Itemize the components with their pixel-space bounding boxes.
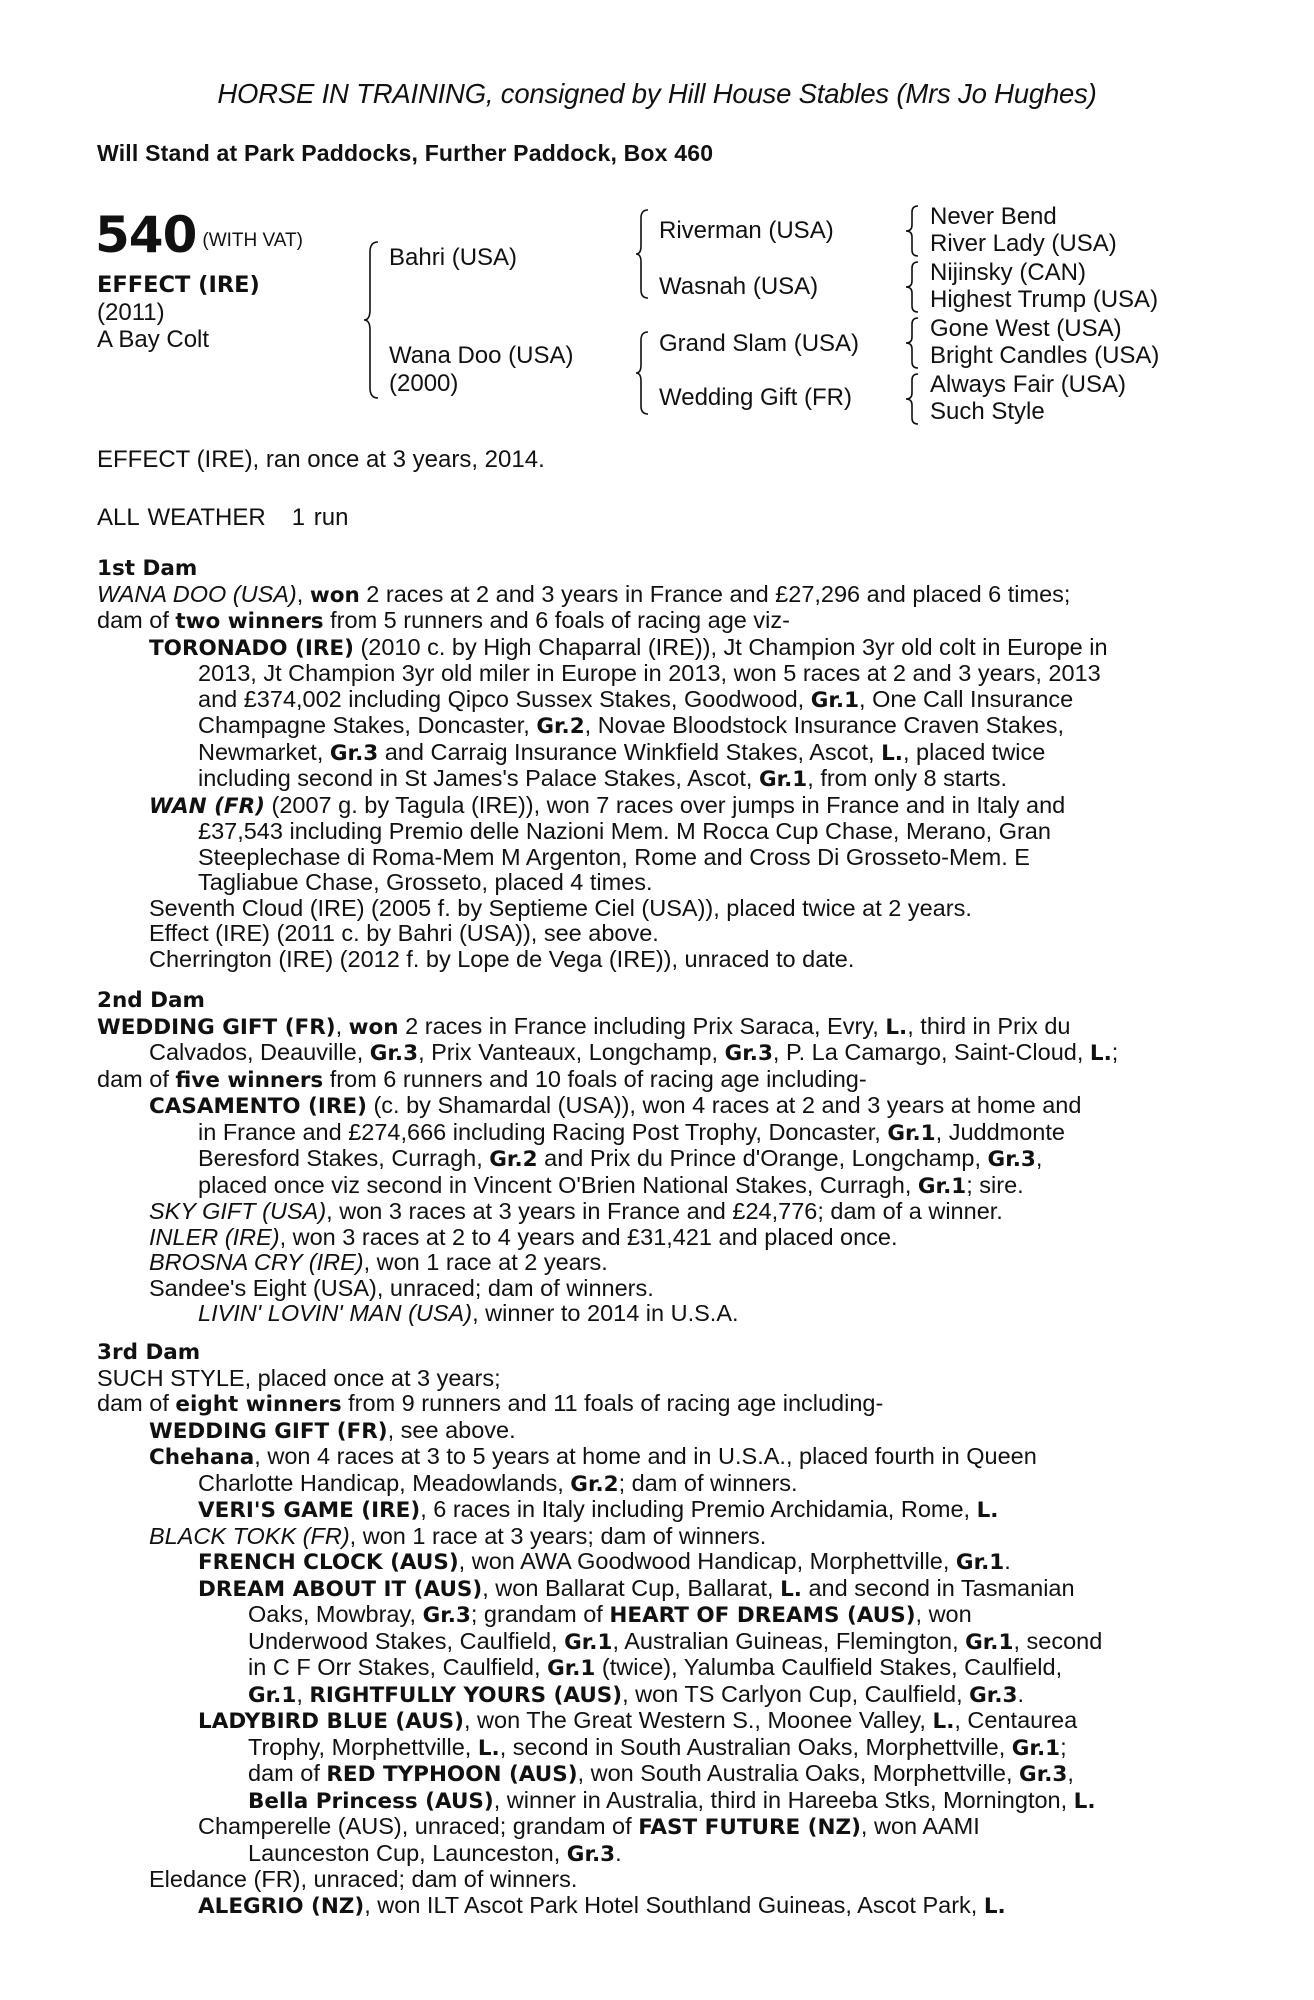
horse-description: A Bay Colt [97,326,210,353]
produce-entry-cont: 2013, Jt Champion 3yr old miler in Europe in 2013, won 5 races at 2 and 3 years, 2013 [198,660,1101,686]
produce-entry-cont: Champagne Stakes, Doncaster, Gr.2, Novae Bloodstock Insurance Craven Stakes, [198,712,1065,739]
second-dam-section [97,988,1207,1327]
racing-summary: EFFECT (IRE), ran once at 3 years, 2014. [97,446,545,473]
produce-entry-cont: and £374,002 including Qipco Sussex Stakes, Goodwood, Gr.1, One Call Insurance [198,685,1074,713]
grandproduce-entry: Champerelle (AUS), unraced; grandam of FAST FUTURE (NZ), won AAMI [198,1813,980,1840]
produce-entry: Seventh Cloud (IRE) (2005 f. by Septieme Ciel (USA)), placed twice at 2 years. [149,894,972,921]
dam-produce-line: dam of five winners from 6 runners and 10 foals of racing age including- [97,1065,867,1093]
all-weather-record [97,504,348,532]
produce-entry: TORONADO (IRE) (2010 c. by High Chaparral (IRE)), Jt Champion 3yr old colt in Europe in [149,633,1108,661]
grandproduce-entry-cont: Oaks, Mowbray, Gr.3; grandam of HEART OF DREAMS (AUS), won [248,1601,972,1628]
produce-entry: WAN (FR) (2007 g. by Tagula (IRE)), won 7 races over jumps in France and in Italy and [149,791,1066,819]
produce-entry-cont: Newmarket, Gr.3 and Carraig Insurance Winkfield Stakes, Ascot, L., placed twice [198,738,1046,766]
stand-location: Will Stand at Park Paddocks, Further Paddock, Box 460 [97,140,714,166]
grandproduce-entry: LADYBIRD BLUE (AUS), won The Great Western S., Moonee Valley, L., Centaurea [198,1707,1078,1734]
pedigree-brace-main [362,240,380,400]
pedigree-gen3-2: River Lady (USA) [930,230,1117,257]
pedigree-brace-g3-4 [904,372,920,426]
horse-identity [97,272,260,353]
dam-line: WANA DOO (USA), won 2 races at 2 and 3 years in France and £27,296 and placed 6 times; [97,580,1071,608]
pedigree-brace-g3-3 [904,316,920,370]
produce-entry-cont: including second in St James's Palace Stakes, Ascot, Gr.1, from only 8 starts. [198,765,1008,792]
pedigree-brace-sire [634,208,650,300]
dam-line: SUCH STYLE, placed once at 3 years; [97,1364,501,1391]
grandproduce-entry: DREAM ABOUT IT (AUS), won Ballarat Cup, Ballarat, L. and second in Tasmanian [198,1574,1075,1602]
all-weather-label: ALL WEATHER [97,504,266,531]
pedigree-gen3-1: Never Bend [930,203,1057,230]
horse-name: EFFECT (IRE) [97,272,260,298]
dam-line-cont: Calvados, Deauville, Gr.3, Prix Vanteaux, Longchamp, Gr.3, P. La Camargo, Saint-Cloud, L.; [149,1039,1119,1066]
pedigree-gen3-6: Bright Candles (USA) [930,342,1160,369]
grandproduce-entry-cont: in C F Orr Stakes, Caulfield, Gr.1 (twice), Yalumba Caulfield Stakes, Caulfield, [248,1654,1063,1681]
pedigree-brace-dam [634,330,650,416]
grandproduce-entry: FRENCH CLOCK (AUS), won AWA Goodwood Handicap, Morphettville, Gr.1. [198,1548,1011,1575]
pedigree-gen3-5: Gone West (USA) [930,315,1122,342]
pedigree-gen3-4: Highest Trump (USA) [930,286,1159,313]
produce-entry-cont: Charlotte Handicap, Meadowlands, Gr.2; dam of winners. [198,1469,798,1497]
produce-entry: SKY GIFT (USA), won 3 races at 3 years in France and £24,776; dam of a winner. [149,1198,1003,1224]
pedigree-gen3-8: Such Style [930,398,1045,425]
produce-entry: CASAMENTO (IRE) (c. by Shamardal (USA)), won 4 races at 2 and 3 years at home and [149,1092,1082,1119]
grandproduce-entry-cont: Trophy, Morphettville, L., second in South Australian Oaks, Morphettville, Gr.1; [248,1733,1067,1761]
produce-entry-cont: £37,543 including Premio delle Nazioni Mem. M Rocca Cup Chase, Merano, Gran [198,818,1051,844]
pedigree-dam-year: (2000) [389,370,459,397]
dam-produce-line: dam of eight winners from 9 runners and 11 foals of racing age including- [97,1390,884,1417]
grandproduce-entry-cont: Bella Princess (AUS), winner in Australia, third in Hareeba Stks, Mornington, L. [248,1786,1096,1814]
vat-label: (WITH VAT) [202,230,303,251]
section-heading: 3rd Dam [97,1340,201,1365]
produce-entry: WEDDING GIFT (FR), see above. [149,1416,516,1444]
consignor-title: HORSE IN TRAINING, consigned by Hill House Stables (Mrs Jo Hughes) [217,78,1097,109]
produce-entry: BROSNA CRY (IRE), won 1 race at 2 years. [149,1249,608,1275]
pedigree-gen3-7: Always Fair (USA) [930,371,1127,398]
produce-entry: INLER (IRE), won 3 races at 2 to 4 years and £31,421 and placed once. [149,1223,898,1250]
pedigree-dam: Wana Doo (USA) [389,342,574,369]
pedigree-gen3-3: Nijinsky (CAN) [930,259,1086,286]
grandproduce-entry-cont: Gr.1, RIGHTFULLY YOURS (AUS), won TS Carlyon Cup, Caulfield, Gr.3. [248,1680,1024,1708]
pedigree-gen2-2: Wasnah (USA) [659,273,819,300]
dam-produce-line: dam of two winners from 5 runners and 6 foals of racing age viz- [97,607,790,634]
grandproduce-entry-cont: dam of RED TYPHOON (AUS), won South Australia Oaks, Morphettville, Gr.3, [248,1760,1074,1787]
produce-entry-cont: Beresford Stakes, Curragh, Gr.2 and Prix du Prince d'Orange, Longchamp, Gr.3, [198,1145,1043,1172]
section-heading: 1st Dam [97,556,198,581]
pedigree-gen2-1: Riverman (USA) [659,217,834,244]
grandproduce-entry-cont: Launceston Cup, Launceston, Gr.3. [248,1839,622,1867]
grandproduce-entry: VERI'S GAME (IRE), 6 races in Italy including Premio Archidamia, Rome, L. [198,1496,999,1523]
pedigree-sire: Bahri (USA) [389,244,518,271]
third-dam-section [97,1340,1207,1919]
horse-year: (2011) [97,299,165,326]
section-heading: 2nd Dam [97,988,205,1013]
produce-entry: Sandee's Eight (USA), unraced; dam of winners. [149,1274,654,1301]
first-dam-section [97,556,1207,972]
produce-entry: BLACK TOKK (FR), won 1 race at 3 years; dam of winners. [149,1522,767,1549]
produce-entry-cont: Steeplechase di Roma-Mem M Argenton, Rome and Cross Di Grosseto-Mem. E [198,843,1030,870]
grandproduce-entry: ALEGRIO (NZ), won ILT Ascot Park Hotel Southland Guineas, Ascot Park, L. [198,1891,1006,1919]
all-weather-value: 1 run [291,504,349,531]
produce-entry-cont: in France and £274,666 including Racing Post Trophy, Doncaster, Gr.1, Juddmonte [198,1118,1065,1146]
grandproduce-entry-cont: Underwood Stakes, Caulfield, Gr.1, Australian Guineas, Flemington, Gr.1, second [248,1627,1103,1655]
produce-entry: Effect (IRE) (2011 c. by Bahri (USA)), see above. [149,920,659,946]
pedigree-gen2-4: Wedding Gift (FR) [659,384,852,411]
pedigree-gen2-3: Grand Slam (USA) [659,330,860,357]
produce-entry: Cherrington (IRE) (2012 f. by Lope de Vega (IRE)), unraced to date. [149,945,855,972]
lot-number: 540 [95,206,197,264]
dam-line: WEDDING GIFT (FR), won 2 races in France including Prix Saraca, Evry, L., third in Prix du [97,1012,1071,1040]
produce-entry-cont: placed once viz second in Vincent O'Brien National Stakes, Curragh, Gr.1; sire. [198,1171,1024,1199]
lot-number-block [95,206,303,264]
grandproduce-entry: LIVIN' LOVIN' MAN (USA), winner to 2014 in U.S.A. [198,1300,739,1326]
produce-entry: Chehana, won 4 races at 3 to 5 years at home and in U.S.A., placed fourth in Queen [149,1443,1037,1470]
produce-entry: Eledance (FR), unraced; dam of winners. [149,1866,578,1892]
produce-entry-cont: Tagliabue Chase, Grosseto, placed 4 times. [198,869,653,895]
pedigree-brace-g3-2 [904,260,920,314]
pedigree-brace-g3-1 [904,204,920,258]
